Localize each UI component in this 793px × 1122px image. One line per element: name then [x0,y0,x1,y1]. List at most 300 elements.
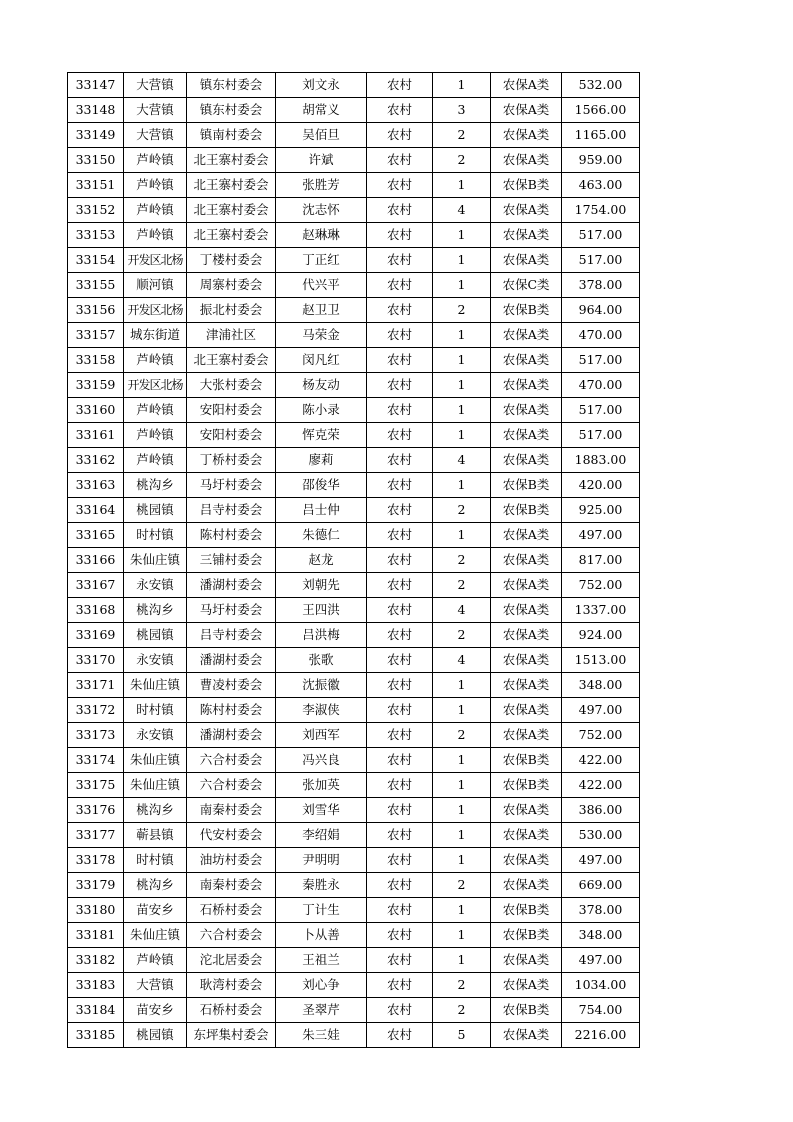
town-cell: 永安镇 [124,573,187,598]
member-count-cell: 1 [433,423,491,448]
person-name-cell: 尹明明 [276,848,367,873]
household-type-cell: 农村 [367,198,433,223]
person-name-cell: 沈志怀 [276,198,367,223]
amount-cell: 752.00 [562,573,640,598]
village-committee-cell: 东坪集村委会 [187,1023,276,1048]
member-count-cell: 1 [433,898,491,923]
member-count-cell: 2 [433,873,491,898]
insurance-category-cell: 农保A类 [491,573,562,598]
table-row [68,848,640,873]
village-committee-cell: 石桥村委会 [187,898,276,923]
household-type-cell: 农村 [367,73,433,98]
town-cell: 城东街道 [124,323,187,348]
insurance-category-cell: 农保A类 [491,823,562,848]
table-row [68,898,640,923]
table-row [68,698,640,723]
village-committee-cell: 吕寺村委会 [187,498,276,523]
record-id-cell: 33168 [68,598,124,623]
person-name-cell: 吴佰旦 [276,123,367,148]
insurance-category-cell: 农保B类 [491,898,562,923]
village-committee-cell: 津浦社区 [187,323,276,348]
village-committee-cell: 安阳村委会 [187,398,276,423]
person-name-cell: 李绍娟 [276,823,367,848]
village-committee-cell: 陈村村委会 [187,523,276,548]
village-committee-cell: 吕寺村委会 [187,623,276,648]
member-count-cell: 4 [433,448,491,473]
village-committee-cell: 镇南村委会 [187,123,276,148]
amount-cell: 1337.00 [562,598,640,623]
household-type-cell: 农村 [367,273,433,298]
table-row [68,448,640,473]
town-cell: 桃沟乡 [124,873,187,898]
village-committee-cell: 北王寨村委会 [187,173,276,198]
allowance-table [67,72,640,1048]
table-row [68,248,640,273]
household-type-cell: 农村 [367,923,433,948]
insurance-category-cell: 农保A类 [491,848,562,873]
member-count-cell: 1 [433,923,491,948]
table-row [68,923,640,948]
town-cell: 芦岭镇 [124,148,187,173]
amount-cell: 1513.00 [562,648,640,673]
amount-cell: 497.00 [562,698,640,723]
village-committee-cell: 北王寨村委会 [187,198,276,223]
table-row [68,348,640,373]
village-committee-cell: 六合村委会 [187,773,276,798]
town-cell: 大营镇 [124,98,187,123]
amount-cell: 348.00 [562,923,640,948]
insurance-category-cell: 农保A类 [491,348,562,373]
table-row [68,623,640,648]
amount-cell: 959.00 [562,148,640,173]
table-row [68,223,640,248]
town-cell: 芦岭镇 [124,223,187,248]
member-count-cell: 2 [433,548,491,573]
town-cell: 苗安乡 [124,898,187,923]
village-committee-cell: 北王寨村委会 [187,223,276,248]
person-name-cell: 代兴平 [276,273,367,298]
member-count-cell: 1 [433,348,491,373]
town-cell: 芦岭镇 [124,423,187,448]
insurance-category-cell: 农保A类 [491,248,562,273]
amount-cell: 669.00 [562,873,640,898]
member-count-cell: 1 [433,823,491,848]
record-id-cell: 33161 [68,423,124,448]
town-cell: 顺河镇 [124,273,187,298]
table-row [68,998,640,1023]
household-type-cell: 农村 [367,623,433,648]
table-row [68,548,640,573]
member-count-cell: 1 [433,748,491,773]
member-count-cell: 1 [433,698,491,723]
amount-cell: 1165.00 [562,123,640,148]
person-name-cell: 杨友动 [276,373,367,398]
household-type-cell: 农村 [367,123,433,148]
member-count-cell: 2 [433,623,491,648]
member-count-cell: 1 [433,773,491,798]
household-type-cell: 农村 [367,423,433,448]
town-cell: 桃沟乡 [124,473,187,498]
household-type-cell: 农村 [367,598,433,623]
table-body [68,73,640,1048]
insurance-category-cell: 农保B类 [491,298,562,323]
table-row [68,148,640,173]
amount-cell: 817.00 [562,548,640,573]
town-cell: 芦岭镇 [124,348,187,373]
insurance-category-cell: 农保A类 [491,323,562,348]
household-type-cell: 农村 [367,723,433,748]
household-type-cell: 农村 [367,373,433,398]
town-cell: 桃园镇 [124,1023,187,1048]
record-id-cell: 33152 [68,198,124,223]
insurance-category-cell: 农保A类 [491,523,562,548]
record-id-cell: 33150 [68,148,124,173]
town-cell: 芦岭镇 [124,948,187,973]
household-type-cell: 农村 [367,448,433,473]
table-row [68,273,640,298]
person-name-cell: 吕士仲 [276,498,367,523]
town-cell: 桃园镇 [124,498,187,523]
household-type-cell: 农村 [367,698,433,723]
insurance-category-cell: 农保A类 [491,623,562,648]
household-type-cell: 农村 [367,248,433,273]
table-row [68,873,640,898]
member-count-cell: 1 [433,473,491,498]
member-count-cell: 1 [433,673,491,698]
town-cell: 苗安乡 [124,998,187,1023]
table-row [68,98,640,123]
household-type-cell: 农村 [367,98,433,123]
insurance-category-cell: 农保A类 [491,448,562,473]
amount-cell: 378.00 [562,273,640,298]
village-committee-cell: 马圩村委会 [187,473,276,498]
person-name-cell: 赵卫卫 [276,298,367,323]
member-count-cell: 2 [433,298,491,323]
record-id-cell: 33164 [68,498,124,523]
household-type-cell: 农村 [367,298,433,323]
record-id-cell: 33155 [68,273,124,298]
table-row [68,73,640,98]
person-name-cell: 朱三娃 [276,1023,367,1048]
town-cell: 朱仙庄镇 [124,773,187,798]
person-name-cell: 刘西军 [276,723,367,748]
amount-cell: 517.00 [562,248,640,273]
table-row [68,748,640,773]
village-committee-cell: 六合村委会 [187,923,276,948]
household-type-cell: 农村 [367,748,433,773]
table-row [68,123,640,148]
member-count-cell: 1 [433,323,491,348]
household-type-cell: 农村 [367,848,433,873]
person-name-cell: 陈小录 [276,398,367,423]
town-cell: 桃沟乡 [124,598,187,623]
town-cell: 朱仙庄镇 [124,748,187,773]
table-row [68,423,640,448]
amount-cell: 348.00 [562,673,640,698]
member-count-cell: 1 [433,523,491,548]
village-committee-cell: 镇东村委会 [187,73,276,98]
household-type-cell: 农村 [367,898,433,923]
person-name-cell: 刘心争 [276,973,367,998]
table-row [68,973,640,998]
record-id-cell: 33162 [68,448,124,473]
member-count-cell: 1 [433,223,491,248]
record-id-cell: 33175 [68,773,124,798]
member-count-cell: 2 [433,998,491,1023]
insurance-category-cell: 农保B类 [491,748,562,773]
household-type-cell: 农村 [367,548,433,573]
insurance-category-cell: 农保C类 [491,273,562,298]
town-cell: 朱仙庄镇 [124,548,187,573]
village-committee-cell: 沱北居委会 [187,948,276,973]
town-cell: 朱仙庄镇 [124,673,187,698]
insurance-category-cell: 农保A类 [491,148,562,173]
record-id-cell: 33165 [68,523,124,548]
record-id-cell: 33172 [68,698,124,723]
town-cell: 芦岭镇 [124,448,187,473]
town-cell: 桃沟乡 [124,798,187,823]
insurance-category-cell: 农保B类 [491,998,562,1023]
village-committee-cell: 三铺村委会 [187,548,276,573]
town-cell: 大营镇 [124,123,187,148]
member-count-cell: 1 [433,273,491,298]
record-id-cell: 33148 [68,98,124,123]
town-cell: 开发区北杨 [124,248,187,273]
insurance-category-cell: 农保A类 [491,973,562,998]
person-name-cell: 闵凡红 [276,348,367,373]
record-id-cell: 33163 [68,473,124,498]
amount-cell: 497.00 [562,523,640,548]
insurance-category-cell: 农保A类 [491,223,562,248]
member-count-cell: 2 [433,148,491,173]
table-row [68,373,640,398]
insurance-category-cell: 农保A类 [491,598,562,623]
town-cell: 桃园镇 [124,623,187,648]
table-row [68,798,640,823]
town-cell: 大营镇 [124,73,187,98]
insurance-category-cell: 农保B类 [491,473,562,498]
insurance-category-cell: 农保B类 [491,498,562,523]
person-name-cell: 赵琳琳 [276,223,367,248]
person-name-cell: 胡常义 [276,98,367,123]
town-cell: 永安镇 [124,723,187,748]
amount-cell: 530.00 [562,823,640,848]
village-committee-cell: 代安村委会 [187,823,276,848]
person-name-cell: 吕洪梅 [276,623,367,648]
person-name-cell: 张胜芳 [276,173,367,198]
table-row [68,498,640,523]
table-row [68,398,640,423]
person-name-cell: 丁正红 [276,248,367,273]
member-count-cell: 1 [433,948,491,973]
village-committee-cell: 马圩村委会 [187,598,276,623]
member-count-cell: 2 [433,973,491,998]
person-name-cell: 刘文永 [276,73,367,98]
insurance-category-cell: 农保B类 [491,773,562,798]
amount-cell: 386.00 [562,798,640,823]
member-count-cell: 2 [433,573,491,598]
amount-cell: 1034.00 [562,973,640,998]
member-count-cell: 2 [433,123,491,148]
village-committee-cell: 南秦村委会 [187,873,276,898]
record-id-cell: 33180 [68,898,124,923]
insurance-category-cell: 农保A类 [491,398,562,423]
person-name-cell: 冯兴良 [276,748,367,773]
member-count-cell: 4 [433,198,491,223]
insurance-category-cell: 农保A类 [491,423,562,448]
village-committee-cell: 振北村委会 [187,298,276,323]
household-type-cell: 农村 [367,323,433,348]
insurance-category-cell: 农保A类 [491,698,562,723]
table-row [68,673,640,698]
table-row [68,298,640,323]
village-committee-cell: 镇东村委会 [187,98,276,123]
person-name-cell: 李淑侠 [276,698,367,723]
table-row [68,823,640,848]
household-type-cell: 农村 [367,823,433,848]
household-type-cell: 农村 [367,998,433,1023]
member-count-cell: 4 [433,648,491,673]
record-id-cell: 33182 [68,948,124,973]
record-id-cell: 33174 [68,748,124,773]
record-id-cell: 33160 [68,398,124,423]
household-type-cell: 农村 [367,348,433,373]
insurance-category-cell: 农保A类 [491,798,562,823]
record-id-cell: 33183 [68,973,124,998]
member-count-cell: 1 [433,398,491,423]
record-id-cell: 33156 [68,298,124,323]
household-type-cell: 农村 [367,173,433,198]
insurance-category-cell: 农保A类 [491,98,562,123]
member-count-cell: 1 [433,373,491,398]
member-count-cell: 1 [433,798,491,823]
member-count-cell: 4 [433,598,491,623]
amount-cell: 378.00 [562,898,640,923]
record-id-cell: 33149 [68,123,124,148]
village-committee-cell: 潘湖村委会 [187,723,276,748]
amount-cell: 1754.00 [562,198,640,223]
person-name-cell: 许斌 [276,148,367,173]
record-id-cell: 33153 [68,223,124,248]
household-type-cell: 农村 [367,948,433,973]
person-name-cell: 邵俊华 [276,473,367,498]
member-count-cell: 2 [433,498,491,523]
town-cell: 芦岭镇 [124,198,187,223]
amount-cell: 924.00 [562,623,640,648]
record-id-cell: 33185 [68,1023,124,1048]
town-cell: 开发区北杨 [124,373,187,398]
table-row [68,523,640,548]
village-committee-cell: 丁楼村委会 [187,248,276,273]
table-row [68,473,640,498]
person-name-cell: 张歌 [276,648,367,673]
village-committee-cell: 北王寨村委会 [187,148,276,173]
insurance-category-cell: 农保B类 [491,173,562,198]
record-id-cell: 33169 [68,623,124,648]
village-committee-cell: 周寨村委会 [187,273,276,298]
household-type-cell: 农村 [367,398,433,423]
table-row [68,648,640,673]
record-id-cell: 33166 [68,548,124,573]
town-cell: 大营镇 [124,973,187,998]
household-type-cell: 农村 [367,498,433,523]
member-count-cell: 3 [433,98,491,123]
member-count-cell: 1 [433,248,491,273]
person-name-cell: 王四洪 [276,598,367,623]
amount-cell: 2216.00 [562,1023,640,1048]
town-cell: 蕲县镇 [124,823,187,848]
insurance-category-cell: 农保B类 [491,923,562,948]
village-committee-cell: 潘湖村委会 [187,573,276,598]
member-count-cell: 1 [433,73,491,98]
person-name-cell: 丁计生 [276,898,367,923]
person-name-cell: 刘朝先 [276,573,367,598]
town-cell: 芦岭镇 [124,398,187,423]
amount-cell: 925.00 [562,498,640,523]
insurance-category-cell: 农保A类 [491,673,562,698]
table-row [68,773,640,798]
person-name-cell: 秦胜永 [276,873,367,898]
household-type-cell: 农村 [367,798,433,823]
record-id-cell: 33154 [68,248,124,273]
household-type-cell: 农村 [367,573,433,598]
village-committee-cell: 潘湖村委会 [187,648,276,673]
town-cell: 芦岭镇 [124,173,187,198]
household-type-cell: 农村 [367,773,433,798]
village-committee-cell: 大张村委会 [187,373,276,398]
record-id-cell: 33170 [68,648,124,673]
record-id-cell: 33158 [68,348,124,373]
table-row [68,598,640,623]
amount-cell: 470.00 [562,323,640,348]
record-id-cell: 33159 [68,373,124,398]
member-count-cell: 1 [433,848,491,873]
table-row [68,1023,640,1048]
insurance-category-cell: 农保A类 [491,723,562,748]
record-id-cell: 33167 [68,573,124,598]
person-name-cell: 刘雪华 [276,798,367,823]
town-cell: 时村镇 [124,848,187,873]
town-cell: 时村镇 [124,523,187,548]
table-row [68,173,640,198]
village-committee-cell: 南秦村委会 [187,798,276,823]
person-name-cell: 张加英 [276,773,367,798]
record-id-cell: 33184 [68,998,124,1023]
household-type-cell: 农村 [367,1023,433,1048]
person-name-cell: 圣翠芹 [276,998,367,1023]
record-id-cell: 33171 [68,673,124,698]
amount-cell: 517.00 [562,348,640,373]
household-type-cell: 农村 [367,648,433,673]
village-committee-cell: 六合村委会 [187,748,276,773]
amount-cell: 422.00 [562,748,640,773]
town-cell: 时村镇 [124,698,187,723]
record-id-cell: 33181 [68,923,124,948]
table-row [68,323,640,348]
insurance-category-cell: 农保A类 [491,373,562,398]
amount-cell: 1566.00 [562,98,640,123]
household-type-cell: 农村 [367,873,433,898]
household-type-cell: 农村 [367,223,433,248]
village-committee-cell: 油坊村委会 [187,848,276,873]
amount-cell: 497.00 [562,848,640,873]
person-name-cell: 恽克荣 [276,423,367,448]
amount-cell: 517.00 [562,423,640,448]
person-name-cell: 赵龙 [276,548,367,573]
table-row [68,948,640,973]
amount-cell: 517.00 [562,223,640,248]
record-id-cell: 33157 [68,323,124,348]
